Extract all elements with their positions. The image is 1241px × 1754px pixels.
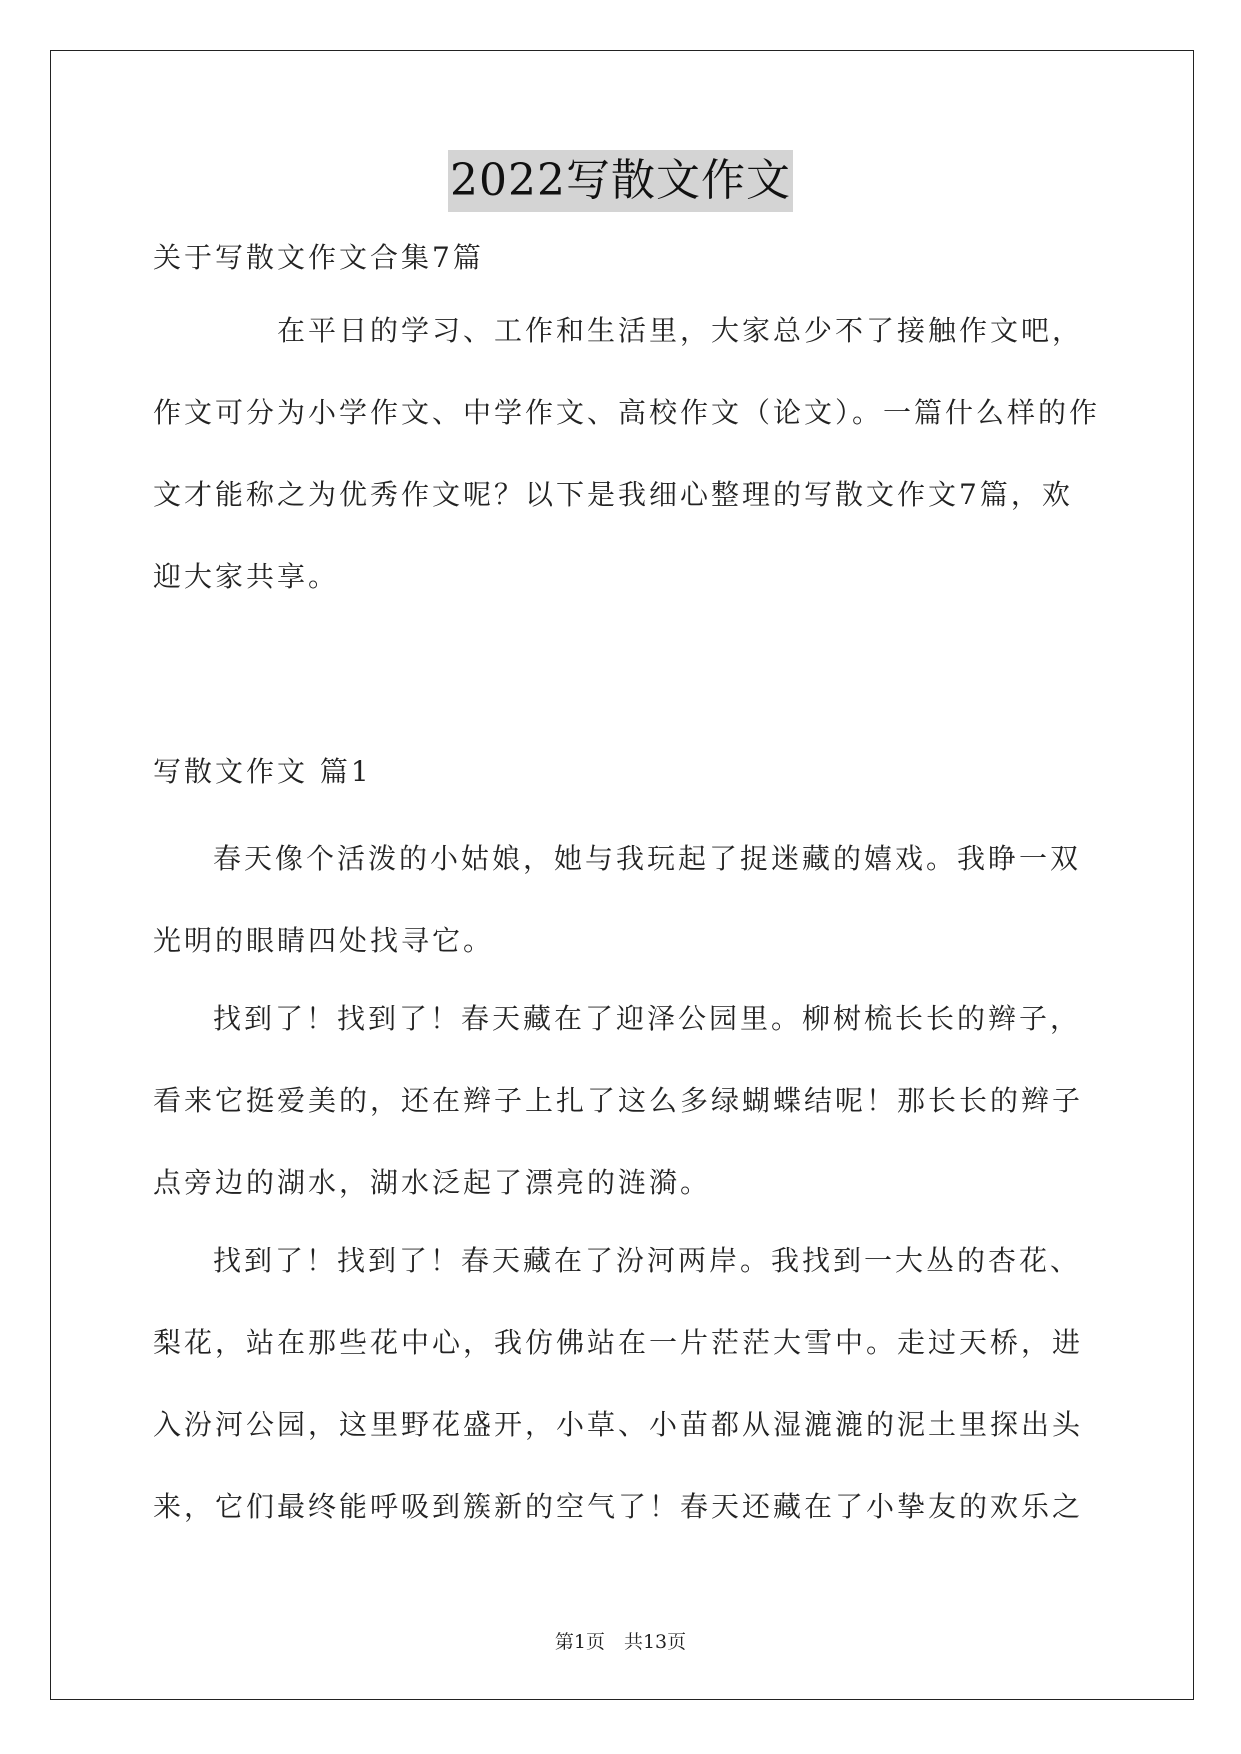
intro-line: 迎大家共享。: [153, 560, 340, 593]
paragraph-line: 看来它挺爱美的，还在辫子上扎了这么多绿蝴蝶结呢！那长长的辫子: [153, 1084, 1084, 1117]
paragraph-line: 春天像个活泼的小姑娘，她与我玩起了捉迷藏的嬉戏。我睁一双: [213, 842, 1082, 875]
paragraph-line: 点旁边的湖水，湖水泛起了漂亮的涟漪。: [153, 1166, 712, 1199]
document-title: 2022写散文作文: [448, 150, 793, 212]
intro-paragraph: [153, 290, 1101, 618]
title-container: [0, 150, 1241, 212]
paragraph-line: 找到了！找到了！春天藏在了迎泽公园里。柳树梳长长的辫子，: [213, 1002, 1082, 1035]
document-subtitle: 关于写散文作文合集7篇: [153, 241, 484, 274]
paragraph-1: [153, 818, 1093, 982]
page-footer: 第1页 共13页: [554, 1631, 687, 1653]
paragraph-line: 入汾河公园，这里野花盛开，小草、小苗都从湿漉漉的泥土里探出头: [153, 1408, 1084, 1441]
paragraph-2: [153, 978, 1093, 1224]
intro-line: 作文可分为小学作文、中学作文、高校作文（论文）。一篇什么样的作: [153, 396, 1101, 429]
paragraph-line: 来，它们最终能呼吸到簇新的空气了！春天还藏在了小挚友的欢乐之: [153, 1490, 1084, 1523]
paragraph-line: 找到了！找到了！春天藏在了汾河两岸。我找到一大丛的杏花、: [213, 1244, 1082, 1277]
section-heading: 写散文作文 篇1: [153, 755, 372, 788]
intro-line: 在平日的学习、工作和生活里，大家总少不了接触作文吧，: [277, 314, 1084, 347]
paragraph-3: [153, 1220, 1093, 1548]
intro-line: 文才能称之为优秀作文呢？以下是我细心整理的写散文作文7篇，欢: [153, 478, 1073, 511]
paragraph-line: 光明的眼睛四处找寻它。: [153, 924, 495, 957]
paragraph-line: 梨花，站在那些花中心，我仿佛站在一片茫茫大雪中。走过天桥，进: [153, 1326, 1084, 1359]
